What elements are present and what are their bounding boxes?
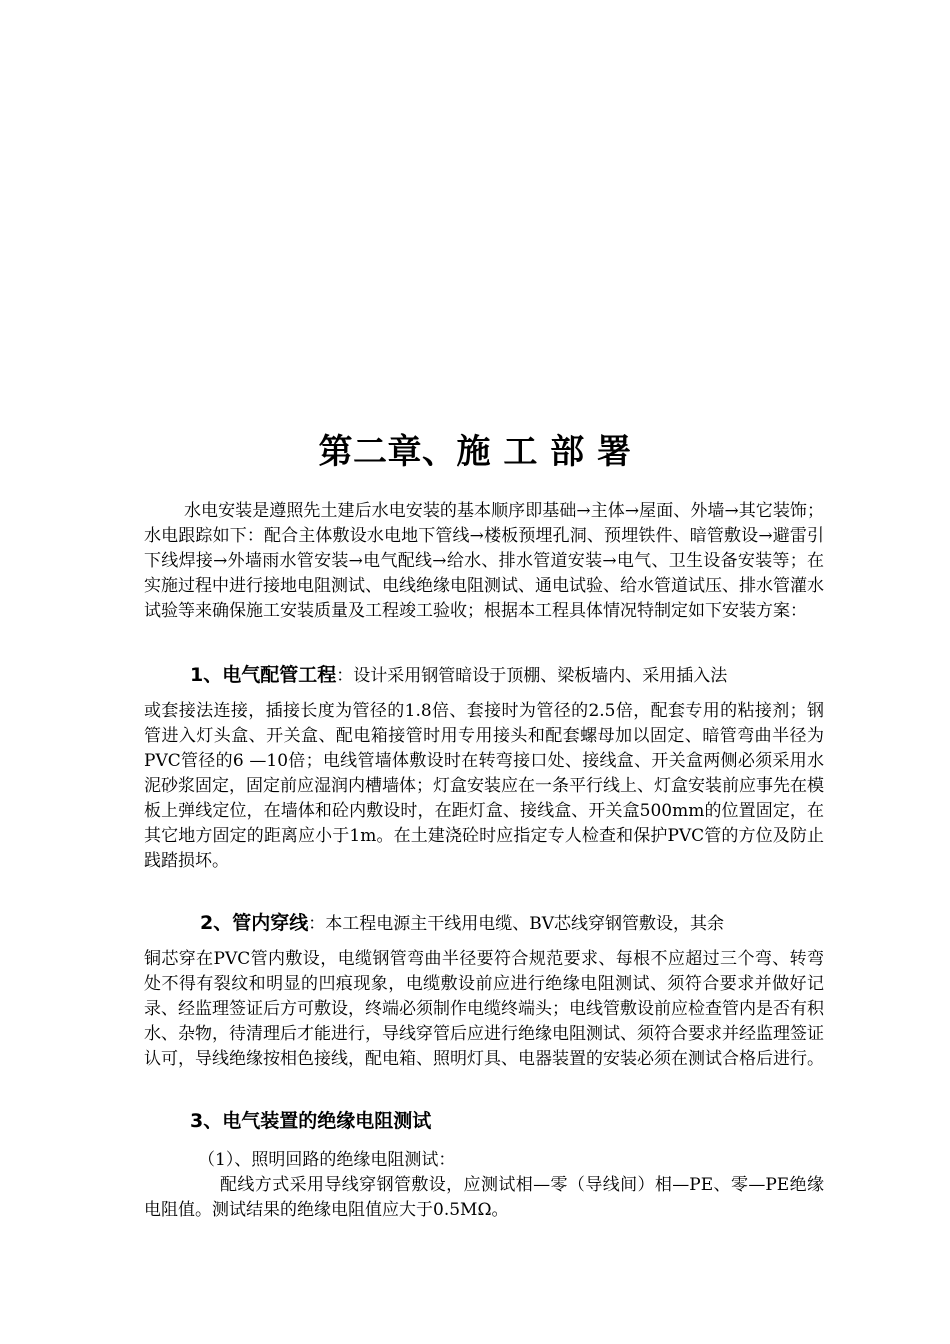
section-3-heading: 3、电气装置的绝缘电阻测试	[190, 1110, 432, 1132]
section-1	[144, 660, 824, 874]
section-1-body: 或套接法连接，插接长度为管径的1.8倍、套接时为管径的2.5倍，配套专用的粘接剂；钢管进入灯头盒、开关盒、配电箱接管时用专用接头和配套螺母加以固定、暗管弯曲半径为PVC管径的6 —10倍；电线管墙体敷设时在转弯接口处、接线盒、开关盒两侧必须采用水泥砂浆固定，固定前应湿润内槽墙体；灯盒安装应在一条平行线上、灯盒安装前应事先在模板上弹线定位，在墙体和砼内敷设时，在距灯盒、接线盒、开关盒500mm的位置固定，在其它地方固定的距离应小于1m。在土建浇砼时应指定专人检查和保护PVC管的方位及防止践踏损坏。	[144, 701, 824, 871]
section-3-sub1-body: 配线方式采用导线穿钢管敷设，应测试相—零（导线间）相—PE、零—PE绝缘电阻值。测试结果的绝缘电阻值应大于0.5MΩ。	[144, 1175, 824, 1220]
section-3	[144, 1148, 824, 1223]
section-1-lead: ：设计采用钢管暗设于顶棚、梁板墙内、采用插入法	[336, 666, 728, 686]
intro-paragraph	[144, 499, 824, 624]
section-2	[144, 908, 824, 1072]
section-3-sub1: （1）、照明回路的绝缘电阻测试：	[198, 1150, 456, 1170]
section-2-body: 铜芯穿在PVC管内敷设，电缆钢管弯曲半径要符合规范要求、每根不应超过三个弯、转弯处不得有裂纹和明显的凹痕现象，电缆敷设前应进行绝缘电阻测试、须符合要求并做好记录、经监理签证后方可敷设，终端必须制作电缆终端头；电线管敷设前应检查管内是否有积水、杂物，待清理后才能进行，导线穿管后应进行绝缘电阻测试、须符合要求并经监理签证认可，导线绝缘按相色接线，配电箱、照明灯具、电器装置的安装必须在测试合格后进行。	[144, 949, 824, 1069]
section-2-heading: 2、管内穿线	[200, 912, 309, 934]
section-2-lead-line	[144, 908, 824, 939]
intro-text: 水电安装是遵照先土建后水电安装的基本顺序即基础→主体→屋面、外墙→其它装饰；水电跟踪如下：配合主体敷设水电地下管线→楼板预埋孔洞、预埋铁件、暗管敷设→避雷引下线焊接→外墙雨水管安装→电气配线→给水、排水管道安装→电气、卫生设备安装等；在实施过程中进行接地电阻测试、电线绝缘电阻测试、通电试验、给水管道试压、排水管灌水试验等来确保施工安装质量及工程竣工验收；根据本工程具体情况特制定如下安装方案：	[144, 501, 824, 621]
section-2-lead: ：本工程电源主干线用电缆、BV芯线穿钢管敷设，其余	[308, 914, 725, 934]
section-1-heading: 1、电气配管工程	[190, 664, 337, 686]
section-1-lead-line	[144, 660, 824, 691]
chapter-title: 第二章、施 工 部 署	[318, 432, 632, 472]
